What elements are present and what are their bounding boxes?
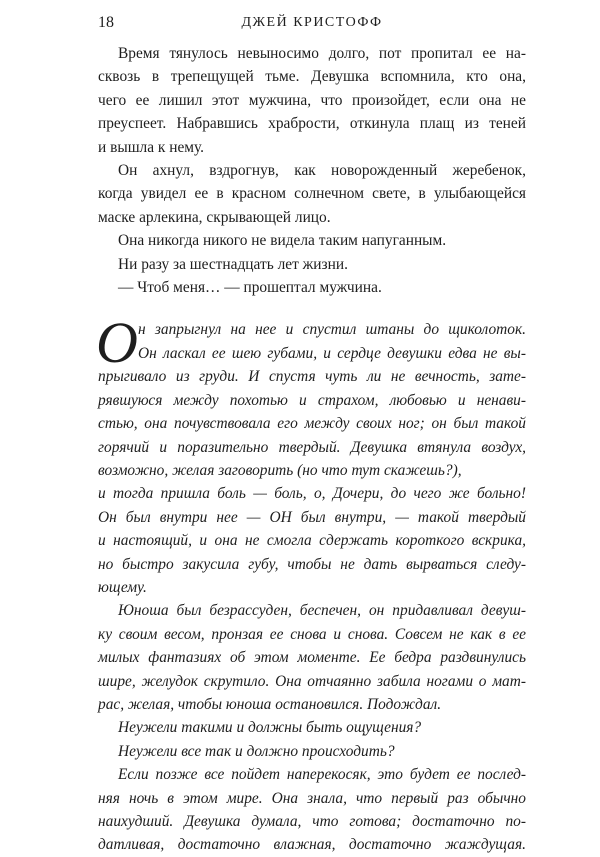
section-break [98,299,526,318]
text-line: Ни разу за шестнадцать лет жизни. [118,255,348,273]
text-line: наихудший. Девушка думала, что готова; достаточно по- [98,813,526,830]
page-header [98,14,526,36]
text-line: когда увидел ее в красном солнечном свете, в улыбающейся [98,185,526,203]
text-line: Он был внутри нее — ОН был внутри, — такой твердый [98,508,526,526]
text-line: рас, желая, чтобы юноша остановился. Подождал. [98,695,442,713]
text-line: милых фантазиях об этом моменте. Ее бедра раздвинулись [98,649,526,667]
text-line: прыгивало из груди. И спустя чуть ли не вечность, зате- [98,368,526,386]
text-line: маске арлекина, скрывающей лицо. [98,208,331,226]
text-line: и вышла к нему. [98,138,205,156]
text-line: н запрыгнул на нее и спустил штаны до щиколоток. [138,321,526,339]
text-line: шире, желудок скрутило. Она отчаянно забила ногами о мат- [98,672,526,690]
text-line: сквозь в трепещущей тьме. Девушка вспомнила, кто она, [98,68,526,86]
text-line: возможно, желая заговорить (но что тут скажешь?), [98,461,462,479]
text-line: преуспеет. Набравшись храбрости, откинула плащ из теней [98,115,526,133]
text-line: но быстро закусила губу, чтобы не дать вырваться следу- [98,555,526,573]
text-line: Юноша был безрассуден, беспечен, он придавливал девуш- [118,602,526,620]
text-line: Неужели все так и должно происходить? [118,742,395,760]
page-number: 18 [98,14,114,31]
text-line: и настоящий, и она не смогла сдержать короткого вскрика, [98,532,526,550]
text-line: горячий и поразительно твердый. Девушка втянула воздух, [98,438,526,456]
text-line: ку своим весом, пронзая ее снова и снова. Совсем не как в ее [98,625,526,643]
text-line: ющему. [98,578,147,596]
text-line: Она никогда никого не видела таким напуганным. [118,232,447,250]
drop-cap-letter: О [96,310,138,376]
text-line: Он ахнул, вздрогнув, как новорожденный жеребенок, [118,162,526,180]
text-line: стью, она почувствовала его между своих ног; он был такой [98,415,526,433]
section-upright [98,42,526,299]
text-line: рявшуюся между похотью и страхом, любовью и ненави- [98,391,526,409]
text-line: чего ее лишил этот мужчина, что произойдет, если она не [98,91,526,109]
dropcap-paragraph [96,310,526,376]
page-body [98,42,526,857]
text-line: — Чтоб меня… — прошептал мужчина. [118,279,382,297]
text-line: Он ласкал ее шею губами, и сердце девушки едва не вы- [138,344,526,362]
text-line: Время тянулось невыносимо долго, пот пропитал ее на- [118,45,526,62]
text-line: и тогда пришла боль — боль, о, Дочери, до чего же больно! [98,485,526,503]
text-line: няя ночь в этом мире. Она знала, что первый раз обычно [98,789,526,807]
section-italic [96,310,526,856]
text-line: датливая, достаточно влажная, достаточно жаждущая. [98,836,526,854]
running-head: ДЖЕЙ КРИСТОФФ [241,15,383,30]
text-line: Неужели такими и должны быть ощущения? [118,719,422,737]
text-line: Если позже все пойдет наперекосяк, это будет ее послед- [118,766,526,784]
